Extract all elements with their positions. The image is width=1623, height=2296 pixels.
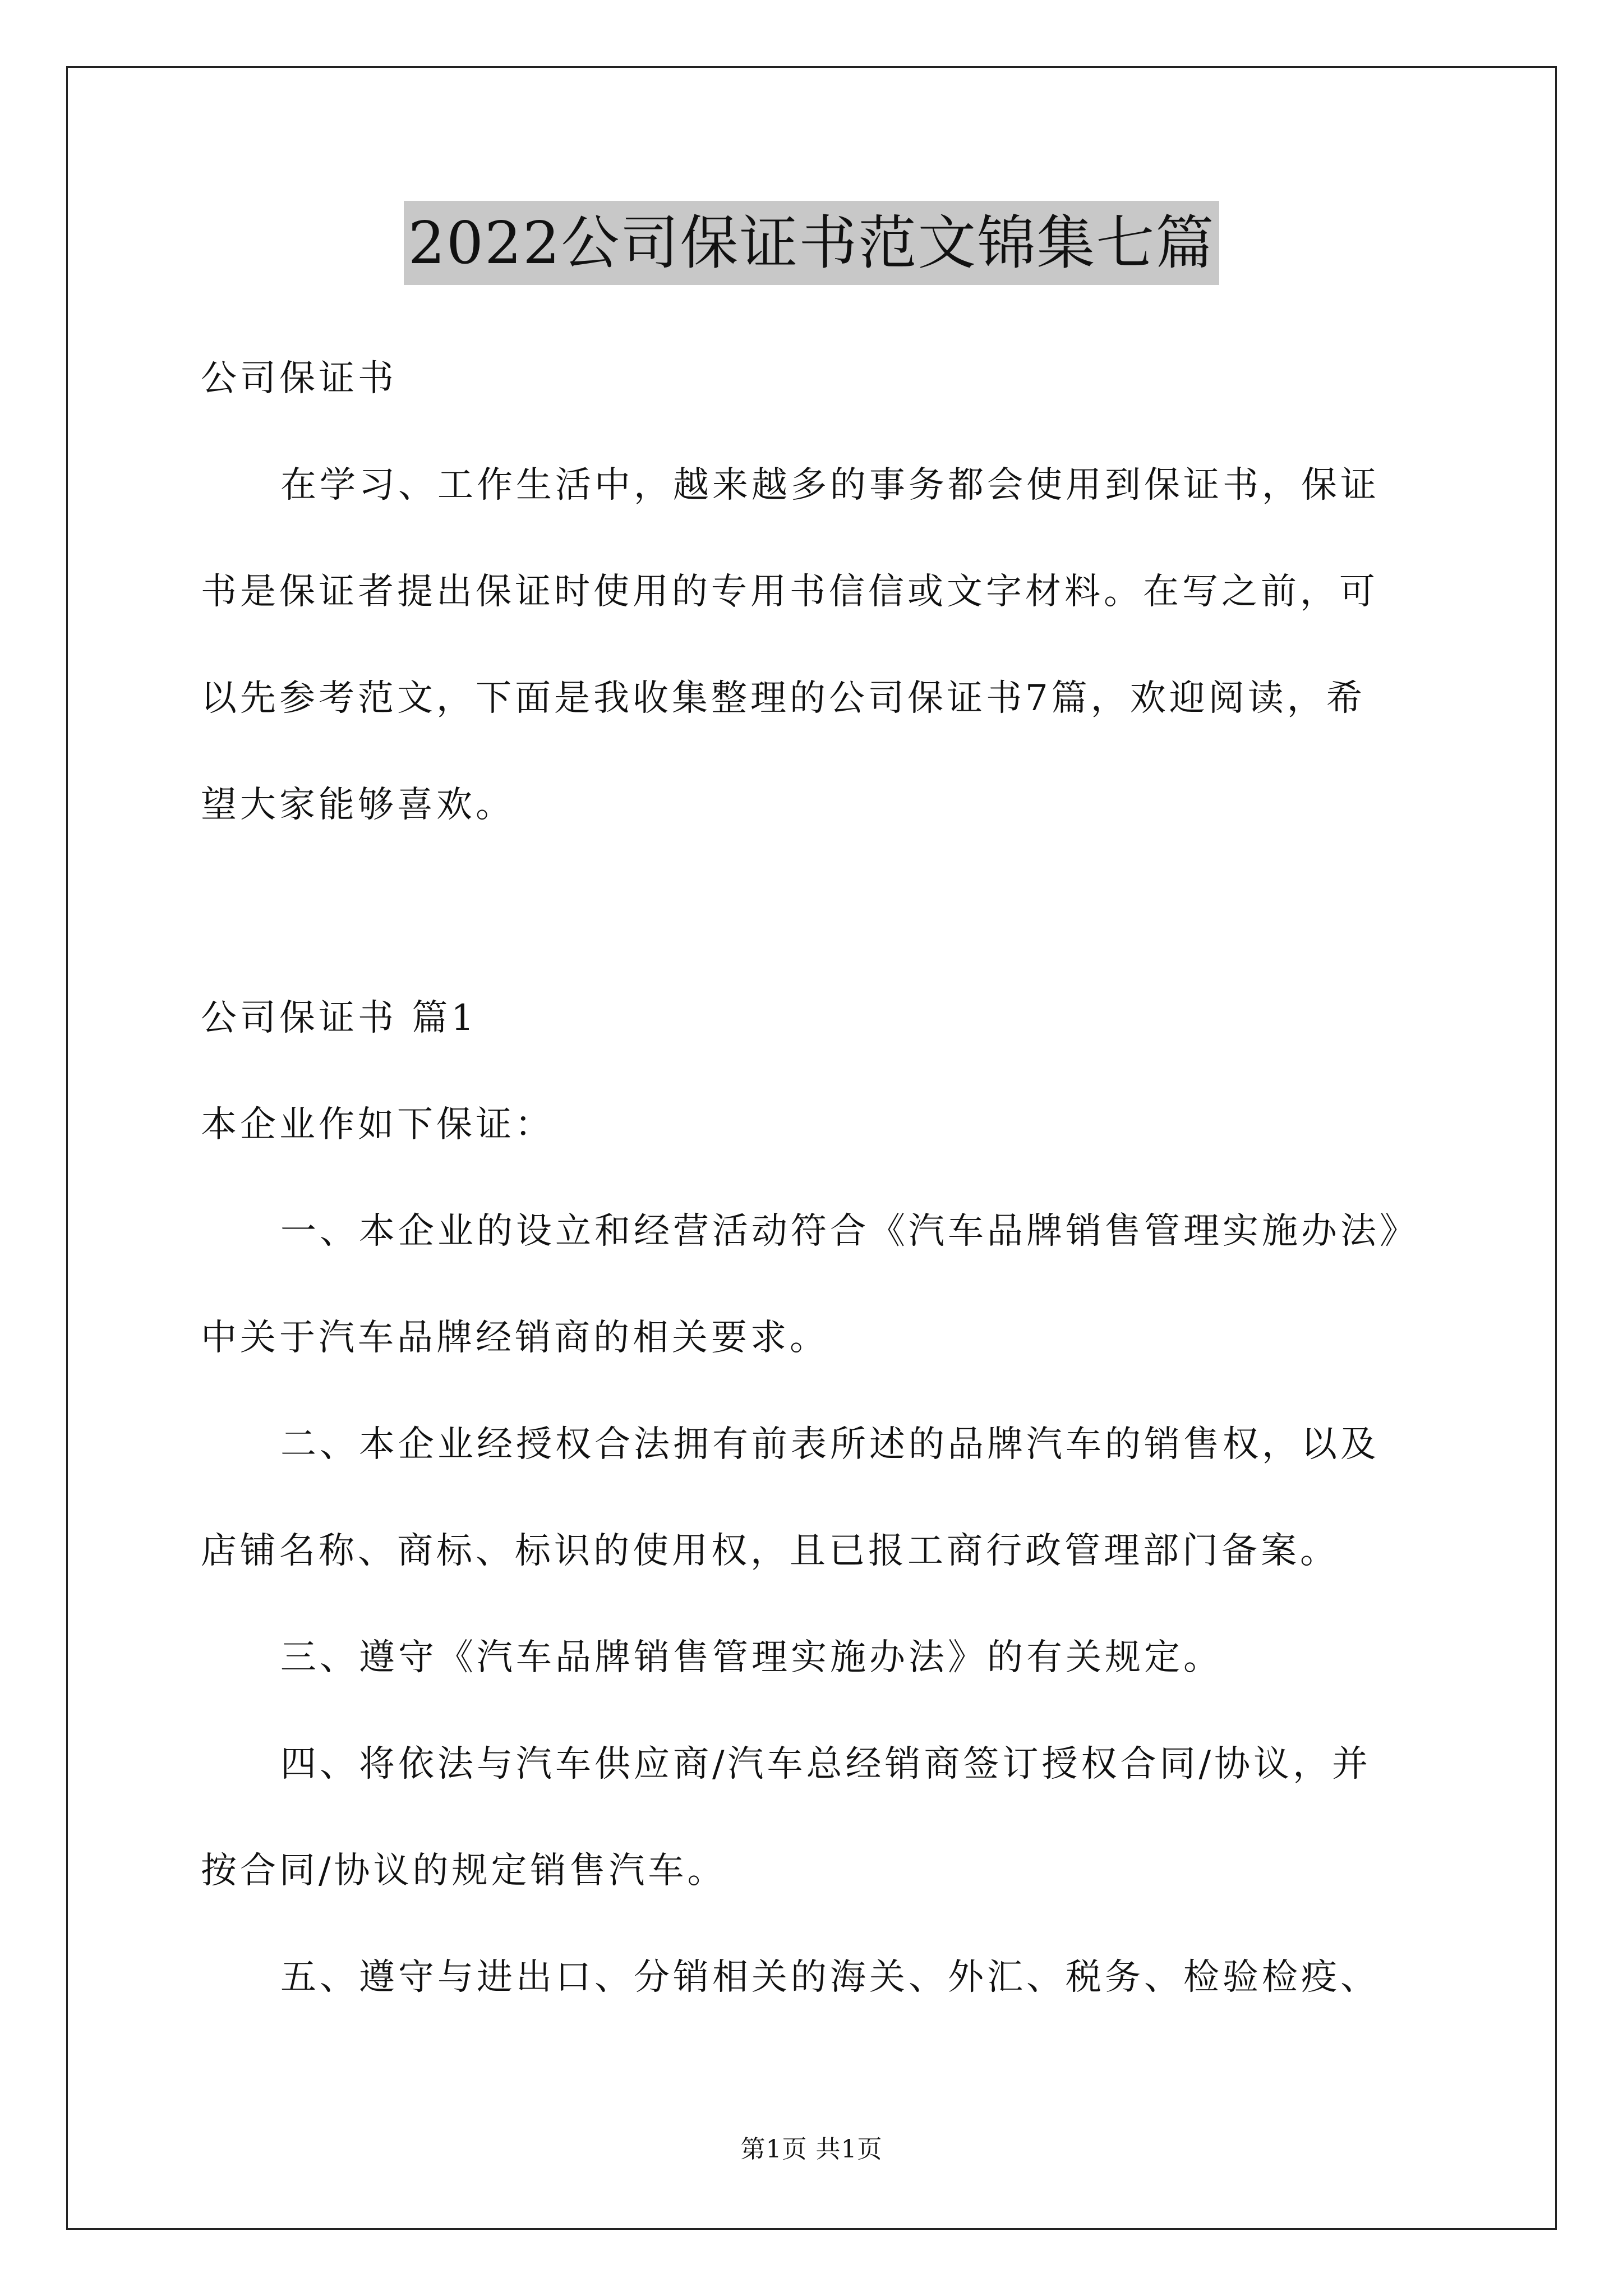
body-line: 一、本企业的设立和经营活动符合《汽车品牌销售管理实施办法》 <box>280 1211 1419 1252</box>
intro-line: 望大家能够喜欢。 <box>201 784 515 826</box>
body-line: 四、将依法与汽车供应商/汽车总经销商签订授权合同/协议，并 <box>280 1743 1372 1785</box>
body-line: 店铺名称、商标、标识的使用权，且已报工商行政管理部门备案。 <box>201 1530 1339 1572</box>
intro-line: 以先参考范文，下面是我收集整理的公司保证书7篇，欢迎阅读，希 <box>201 678 1366 719</box>
body-line: 五、遵守与进出口、分销相关的海关、外汇、税务、检验检疫、 <box>280 1957 1380 1998</box>
intro-line: 在学习、工作生活中，越来越多的事务都会使用到保证书，保证 <box>280 464 1380 506</box>
body-line: 三、遵守《汽车品牌销售管理实施办法》的有关规定。 <box>280 1637 1223 1678</box>
page-footer: 第1页 共1页 <box>740 2135 883 2164</box>
intro-line: 书是保证者提出保证时使用的专用书信信或文字材料。在写之前，可 <box>201 571 1378 613</box>
body-line: 本企业作如下保证： <box>201 1104 554 1145</box>
body-line: 按合同/协议的规定销售汽车。 <box>201 1850 727 1892</box>
body-line: 二、本企业经授权合法拥有前表所述的品牌汽车的销售权，以及 <box>280 1424 1380 1465</box>
body-line: 中关于汽车品牌经销商的相关要求。 <box>201 1317 829 1359</box>
document-title-container <box>0 201 1623 285</box>
section-heading: 公司保证书 <box>201 358 397 399</box>
document-title: 2022公司保证书范文锦集七篇 <box>404 201 1220 285</box>
part-heading: 公司保证书 篇1 <box>201 997 478 1039</box>
